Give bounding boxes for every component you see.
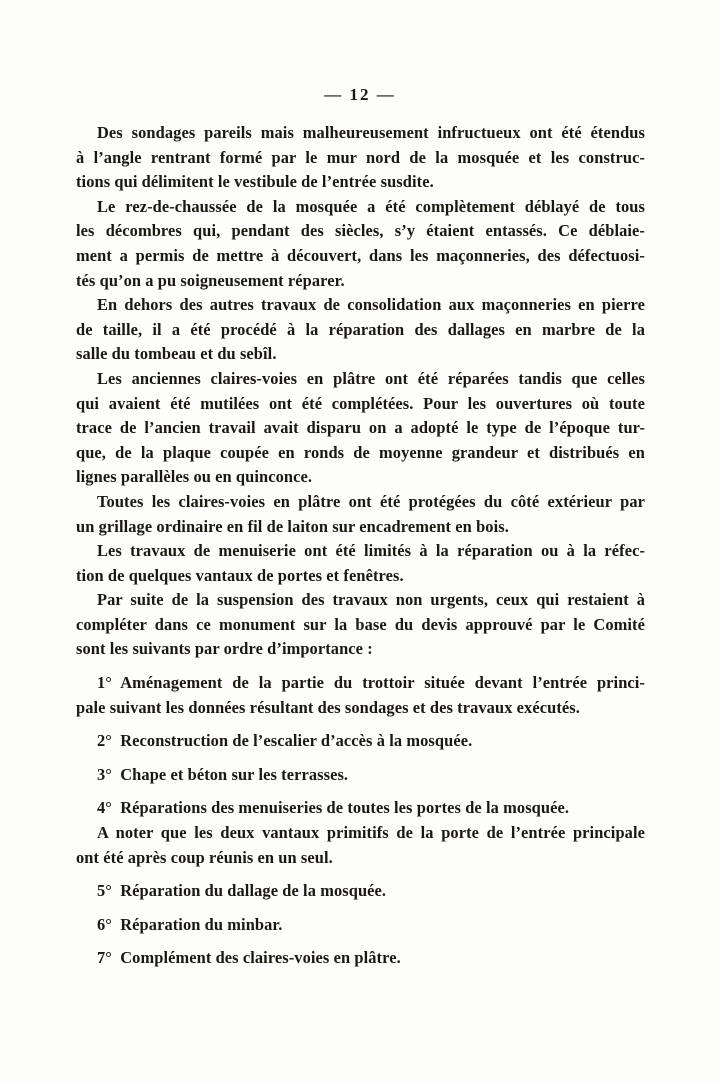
text-line: Par suite de la suspension des travaux non urgents, ceux qui restaient à (97, 590, 645, 610)
text-line: 5° Réparation du dallage de la mosquée. (97, 881, 387, 901)
list-item (76, 729, 645, 754)
text-line: A noter que les deux vantaux primitifs de la porte de l’entrée principale (97, 823, 645, 843)
text-line: 6° Réparation du minbar. (97, 914, 283, 934)
text-line: les décombres qui, pendant des siècles, s’y étaient entassés. Ce déblaie- (76, 221, 645, 241)
paragraph (76, 490, 645, 539)
text-line: tés qu’on a pu soigneusement réparer. (76, 270, 345, 290)
text-line: Les travaux de menuiserie ont été limités à la réparation ou à la réfec- (97, 541, 645, 561)
text-line: pale suivant les données résultant des sondages et des travaux exécutés. (76, 697, 580, 717)
paragraph (76, 588, 645, 662)
text-line: trace de l’ancien travail avait disparu on a adopté le type de l’époque tur- (76, 418, 645, 438)
list-item (76, 913, 645, 938)
paragraph (76, 367, 645, 490)
text-line: qui avaient été mutilées ont été complétées. Pour les ouvertures où toute (76, 393, 645, 413)
paragraph (76, 195, 645, 293)
text-line: à l’angle rentrant formé par le mur nord de la mosquée et les construc- (76, 147, 645, 167)
paragraph (76, 293, 645, 367)
text-line: 7° Complément des claires-voies en plâtre. (97, 948, 401, 968)
text-content (76, 121, 645, 971)
page-number: — 12 — (324, 85, 396, 104)
text-line: de taille, il a été procédé à la réparation des dallages en marbre de la (76, 319, 645, 339)
text-line: 4° Réparations des menuiseries de toutes les portes de la mosquée. (97, 798, 570, 818)
text-line: tion de quelques vantaux de portes et fenêtres. (76, 565, 404, 585)
text-line: sont les suivants par ordre d’importance : (76, 639, 373, 659)
text-line: Toutes les claires-voies en plâtre ont été protégées du côté extérieur par (97, 491, 645, 511)
text-line: compléter dans ce monument sur la base du devis approuvé par le Comité (76, 614, 645, 634)
text-line: tions qui délimitent le vestibule de l’entrée susdite. (76, 172, 434, 192)
text-line: un grillage ordinaire en fil de laiton sur encadrement en bois. (76, 516, 509, 536)
text-line: Le rez-de-chaussée de la mosquée a été complètement déblayé de tous (97, 196, 645, 216)
list-item (76, 763, 645, 788)
text-line: Des sondages pareils mais malheureusement infructueux ont été étendus (97, 123, 645, 142)
text-line: En dehors des autres travaux de consolidation aux maçonneries en pierre (97, 295, 645, 315)
list-item (76, 796, 645, 821)
paragraph (76, 121, 645, 195)
text-line: 1° Aménagement de la partie du trottoir située devant l’entrée princi- (97, 673, 645, 693)
list-item (76, 879, 645, 904)
paragraph (76, 539, 645, 588)
text-line: 2° Reconstruction de l’escalier d’accès à la mosquée. (97, 731, 473, 751)
text-line: salle du tombeau et du sebîl. (76, 344, 277, 364)
list-item (76, 946, 645, 971)
text-line: 3° Chape et béton sur les terrasses. (97, 764, 349, 784)
text-line: que, de la plaque coupée en ronds de moyenne grandeur et distribués en (76, 442, 645, 462)
paragraph (76, 821, 645, 870)
text-line: ment a permis de mettre à découvert, dans les maçonneries, des défectuosi- (76, 245, 645, 265)
text-line: Les anciennes claires-voies en plâtre ont été réparées tandis que celles (97, 368, 645, 388)
list-item (76, 671, 645, 720)
text-line: lignes parallèles ou en quinconce. (76, 467, 313, 487)
text-line: ont été après coup réunis en un seul. (76, 847, 333, 867)
